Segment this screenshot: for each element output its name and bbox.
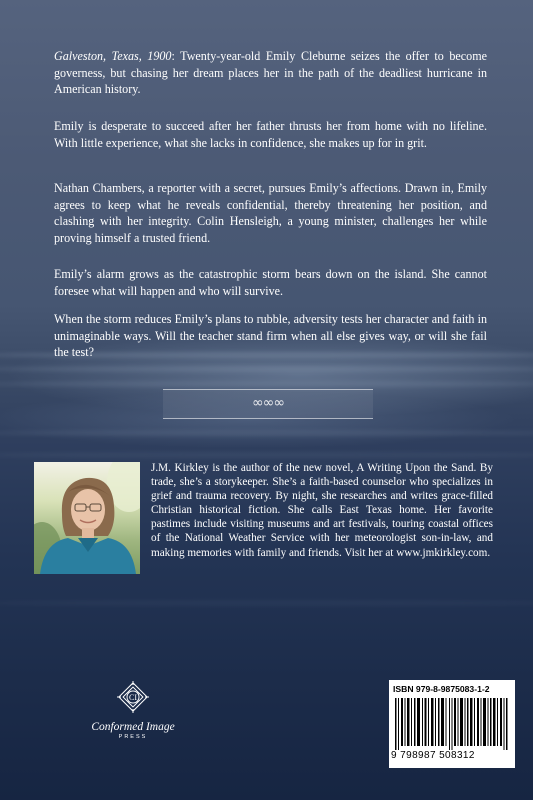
publisher-press-label: PRESS [118,734,148,740]
isbn-label: ISBN 979-8-9875083-1-2 [393,684,490,694]
publisher-monogram: CI [129,693,137,702]
publisher-emblem-icon [116,680,150,714]
publisher-name: Conformed Image [91,721,175,733]
blurb-text: : Twenty-year-old Emily Cleburne seizes the offer to become governess, but chasing her dream places her in the path of the deadliest hurricane in American history. [54,49,487,96]
isbn-barcode [389,680,515,768]
ornament-divider [163,389,373,419]
blurb-paragraph-1 [54,48,487,98]
sea-wave [0,600,533,606]
author-bio: J.M. Kirkley is the author of the new novel, A Writing Upon the Sand. By trade, she’s a storykeeper. She’s a faith-based counselor who specializes in grief and trauma recovery. By night, she researches and writes grace-filled Christian historical fiction. She calls East Texas home. Her favorite pastimes include visiting museums and art festivals, touring coastal offices of the National Weather Service with her meteorologist son-in-law, and making memories with family and friends. Visit her at www.jmkirkley.com. [151,462,493,559]
setting-lead: Galveston, Texas, 1900 [54,49,172,63]
barcode-bars-icon [395,698,509,750]
blurb-paragraph-2: Emily is desperate to succeed after her father thrusts her from home with no lifeline. With little experience, what she lacks in confidence, she makes up for in grit. [54,119,487,150]
publisher-logo [88,680,178,740]
barcode-digits: 9 798987 508312 [391,750,475,761]
author-photo [34,462,140,574]
sea-wave [0,381,533,387]
sea-wave [0,366,533,372]
blurb-paragraph-4: Emily’s alarm grows as the catastrophic storm bears down on the island. She cannot foresee what will happen and who will survive. [54,267,487,298]
sea-wave [0,452,533,458]
author-portrait-icon [34,462,140,574]
wave-ornament-icon: ∞∞∞ [252,395,284,411]
blurb-paragraph-5: When the storm reduces Emily’s plans to rubble, adversity tests her character and faith in unimaginable ways. Will the teacher stand firm when all else gives way, or will she fail the test? [54,312,487,359]
blurb-paragraph-3: Nathan Chambers, a reporter with a secret, pursues Emily’s affections. Drawn in, Emily agrees to keep what he reveals confidential, thereby threatening her position, and clashing with her integrity. Colin Hensleigh, a young minister, challenges her while proving himself a trusted friend. [54,181,487,245]
sea-wave [0,430,533,436]
